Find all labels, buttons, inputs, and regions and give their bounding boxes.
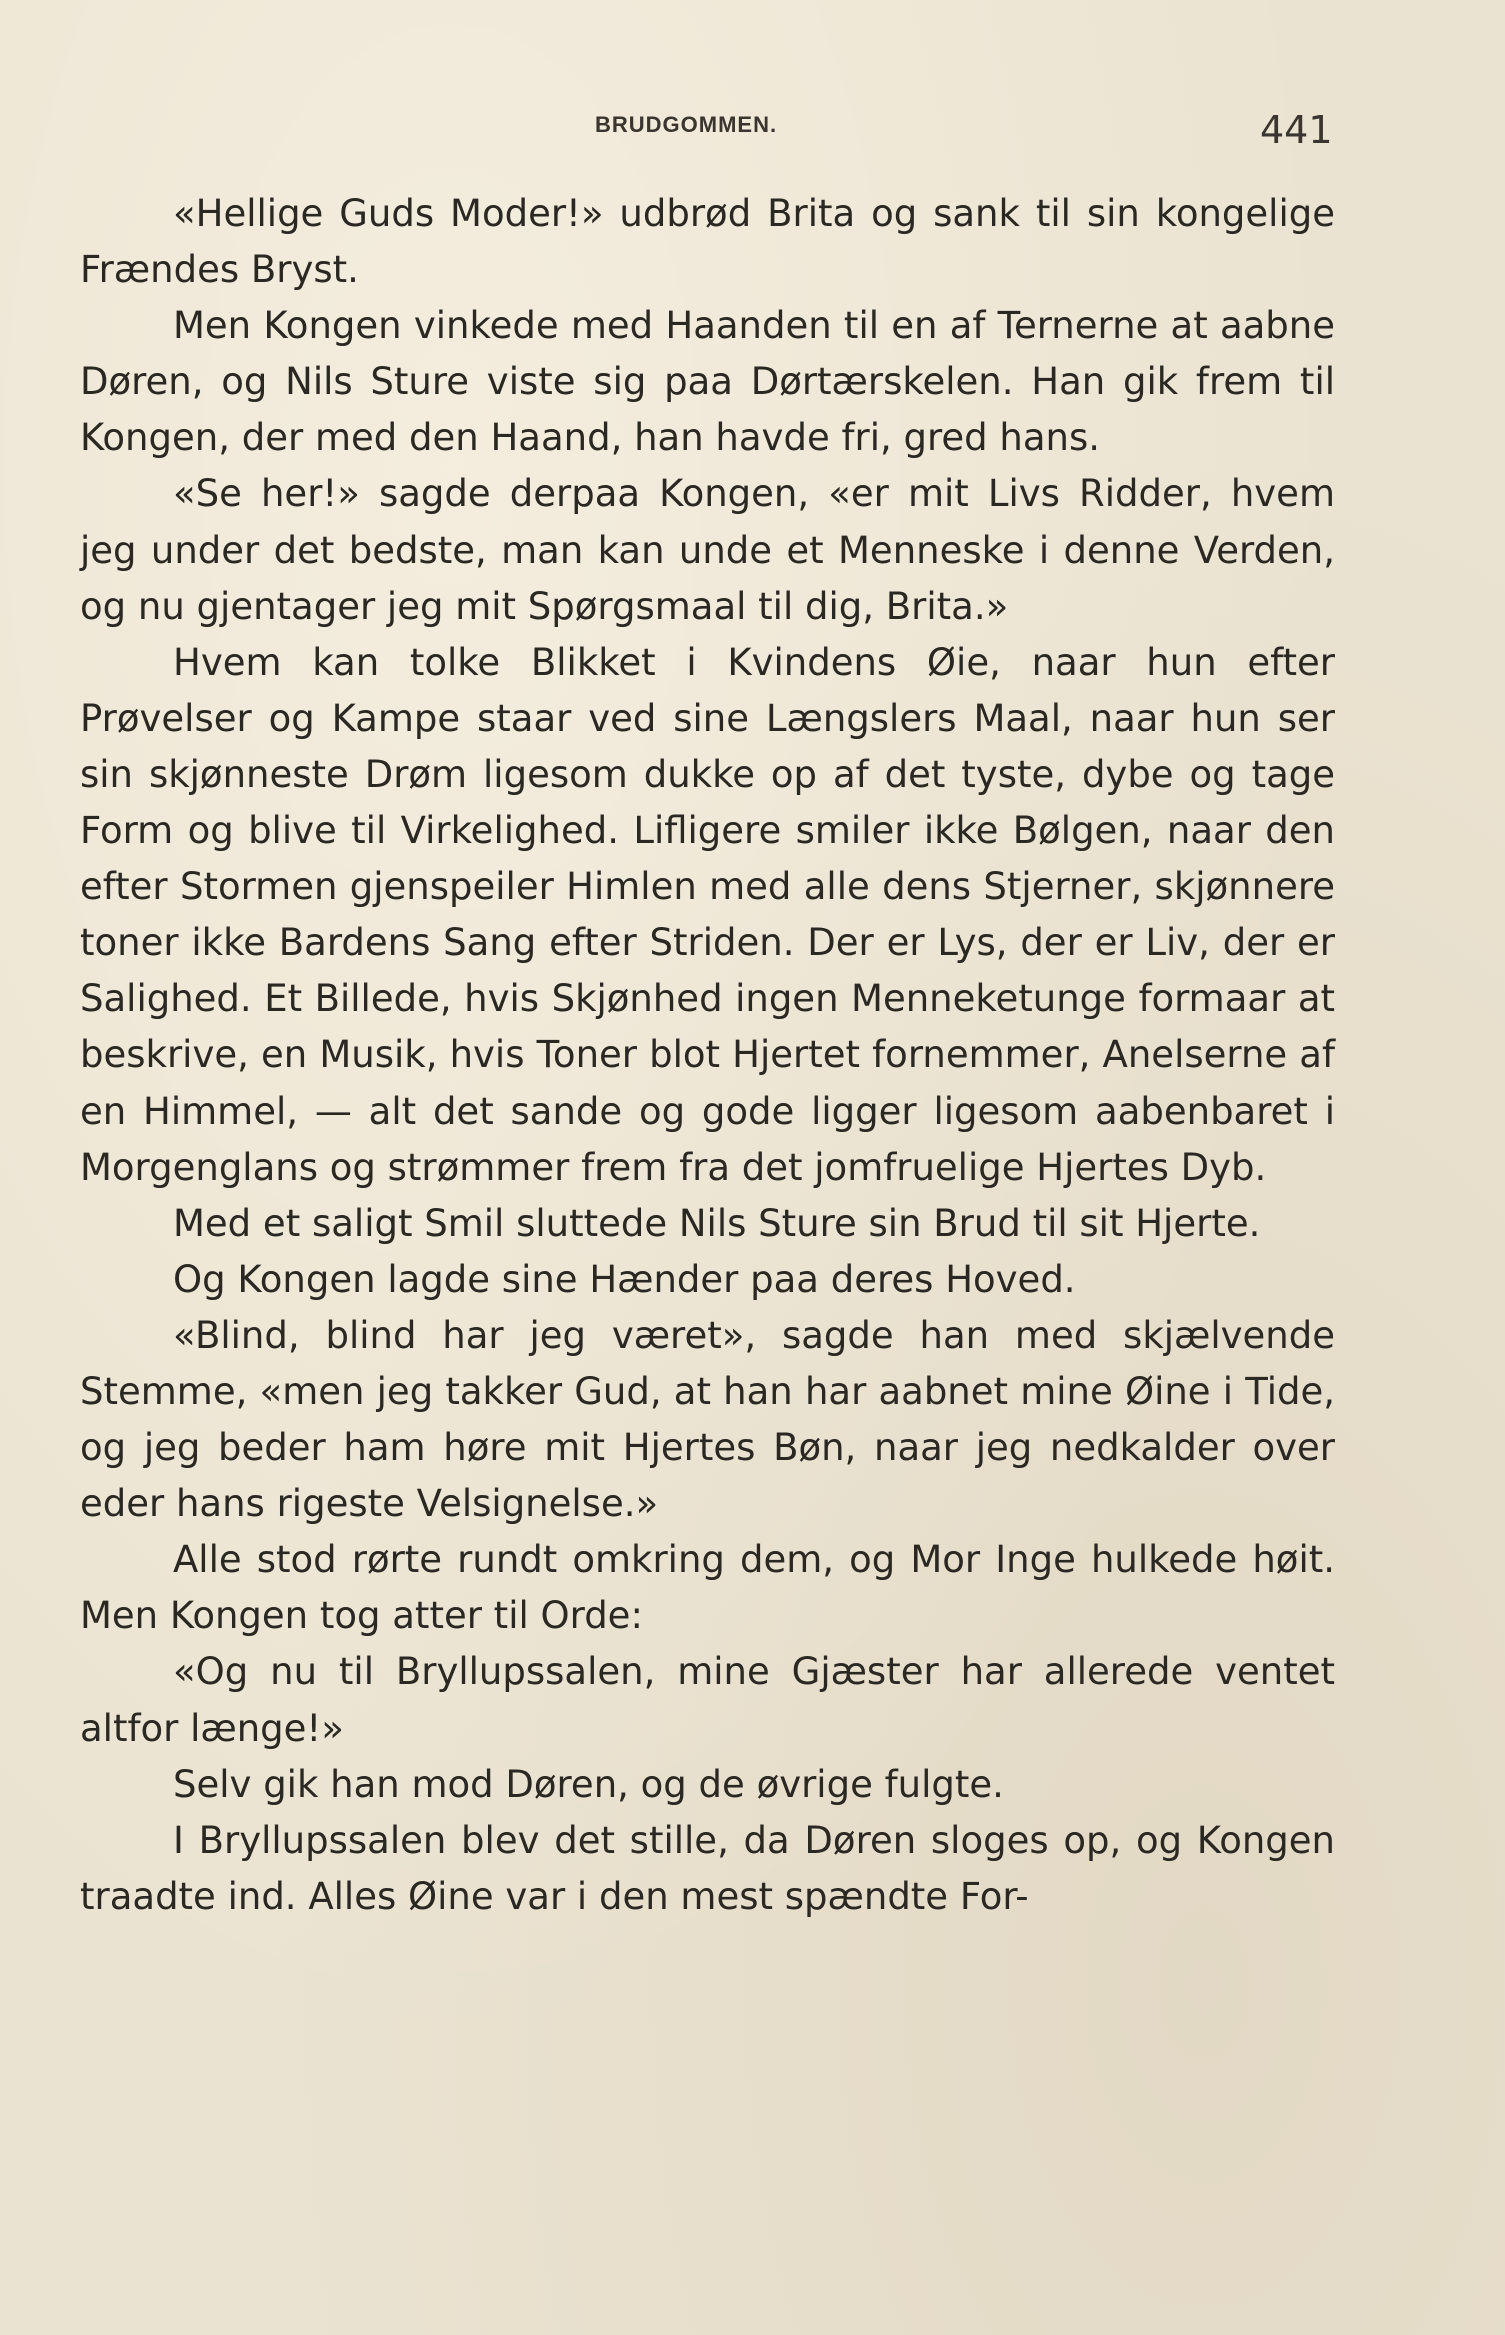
paragraph: «Hellige Guds Moder!» udbrød Brita og sank til sin kongelige Frændes Bryst.: [80, 192, 1335, 292]
body-text: [80, 186, 1335, 1925]
paragraph: Alle stod rørte rundt omkring dem, og Mor Inge hulkede høit. Men Kongen tog atter til Orde:: [80, 1538, 1335, 1638]
paragraph: «Og nu til Bryllupssalen, mine Gjæster har allerede ventet altfor længe!»: [80, 1650, 1335, 1750]
paragraph: Hvem kan tolke Blikket i Kvindens Øie, naar hun efter Prøvelser og Kampe staar ved sine Længslers Maal, naar hun ser sin skjønneste Drøm ligesom dukke op af det tyste, dybe og tage Form og blive til Virkelighed. Lifligere smiler ikke Bølgen, naar den efter Stormen gjenspeiler Himlen med alle dens Stjerner, skjønnere toner ikke Bardens Sang efter Striden. Der er Lys, der er Liv, der er Salighed. Et Billede, hvis Skjønhed ingen Menneketunge formaar at beskrive, en Musik, hvis Toner blot Hjertet fornemmer, Anelserne af en Himmel, — alt det sande og gode ligger ligesom aabenbaret i Morgenglans og strømmer frem fra det jomfruelige Hjertes Dyb.: [80, 640, 1335, 1189]
page-number: 441: [1260, 108, 1333, 152]
running-title: BRUDGOMMEN.: [595, 112, 778, 137]
paragraph: «Blind, blind har jeg været», sagde han med skjælvende Stemme, «men jeg takker Gud, at han har aabnet mine Øine i Tide, og jeg beder ham høre mit Hjertes Bøn, naar jeg nedkalder over eder hans rigeste Velsignelse.»: [80, 1313, 1335, 1526]
paragraph: Men Kongen vinkede med Haanden til en af Ternerne at aabne Døren, og Nils Sture viste sig paa Dørtærskelen. Han gik frem til Kongen, der med den Haand, han havde fri, gred hans.: [80, 304, 1335, 460]
paragraph: Og Kongen lagde sine Hænder paa deres Hoved.: [173, 1257, 1076, 1301]
paragraph: «Se her!» sagde derpaa Kongen, «er mit Livs Ridder, hvem jeg under det bedste, man kan unde et Menneske i denne Verden, og nu gjentager jeg mit Spørgsmaal til dig, Brita.»: [80, 472, 1335, 628]
paragraph: Selv gik han mod Døren, og de øvrige fulgte.: [173, 1762, 1004, 1806]
paragraph: Med et saligt Smil sluttede Nils Sture sin Brud til sit Hjerte.: [173, 1201, 1261, 1245]
paragraph: I Bryllupssalen blev det stille, da Døren sloges op, og Kongen traadte ind. Alles Øine var i den mest spændte For-: [80, 1818, 1335, 1918]
